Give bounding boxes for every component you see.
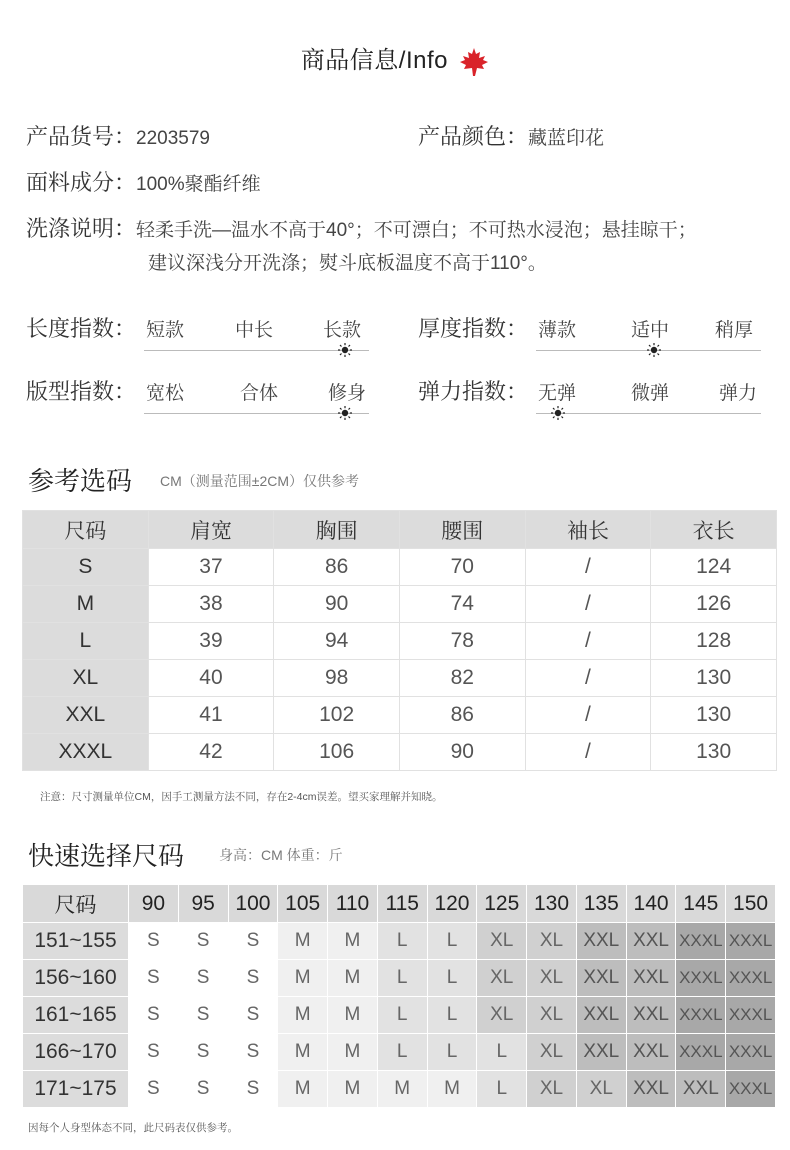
fabric-row (26, 166, 261, 197)
size-cell: M (278, 997, 328, 1034)
measurement-cell: 86 (274, 549, 400, 586)
weight-header-cell: 145 (676, 885, 726, 923)
size-cell: M (278, 923, 328, 960)
size-cell: L (377, 923, 427, 960)
fit-option-regular: 合体 (240, 383, 279, 404)
table-row (23, 623, 777, 660)
measurement-cell: / (525, 734, 651, 771)
size-label-cell: M (23, 586, 149, 623)
size-label-cell: XXL (23, 697, 149, 734)
size-cell: L (377, 997, 427, 1034)
measurement-cell: 130 (651, 660, 777, 697)
measurement-cell: 42 (148, 734, 274, 771)
size-cell: XXXL (726, 997, 776, 1034)
measurement-cell: 78 (399, 623, 525, 660)
measurement-cell: / (525, 697, 651, 734)
size-cell: XXL (576, 997, 626, 1034)
size-cell: XXL (626, 923, 676, 960)
size-cell: S (129, 1071, 179, 1108)
size-cell: XL (527, 923, 577, 960)
ref-col-size: 尺码 (23, 511, 149, 549)
size-cell: XXXL (726, 923, 776, 960)
wash-label: 洗涤说明： (26, 216, 137, 241)
size-cell: S (178, 923, 228, 960)
reference-size-table (22, 510, 777, 771)
fit-option-slim: 修身 (328, 383, 367, 404)
size-cell: S (228, 923, 278, 960)
weight-header-cell: 95 (178, 885, 228, 923)
thickness-index-label: 厚度指数： (418, 316, 529, 341)
table-row (23, 1071, 776, 1108)
size-cell: S (178, 1034, 228, 1071)
measurement-cell: 98 (274, 660, 400, 697)
item-number-label: 产品货号： (26, 124, 137, 149)
thickness-option-medium: 适中 (631, 320, 670, 341)
height-range-cell: 166~170 (23, 1034, 129, 1071)
table-row (23, 549, 777, 586)
item-number-value: 2203579 (136, 128, 210, 149)
elasticity-index (418, 375, 763, 415)
fit-index-label: 版型指数： (26, 379, 137, 404)
quick-subtitle: 身高：CM 体重：斤 (219, 847, 343, 863)
ref-col-chest: 胸围 (274, 511, 400, 549)
size-cell: M (328, 1034, 378, 1071)
table-row (23, 960, 776, 997)
table-row (23, 1034, 776, 1071)
size-label-cell: S (23, 549, 149, 586)
size-cell: L (377, 960, 427, 997)
size-cell: S (178, 997, 228, 1034)
wash-line-2: 建议深浅分开洗涤；熨斗底板温度不高于110°。 (148, 253, 547, 274)
maple-leaf-icon (459, 47, 489, 77)
color-label: 产品颜色： (418, 124, 529, 149)
reference-title: 参考选码 (28, 466, 133, 496)
size-cell: S (228, 960, 278, 997)
weight-header-cell: 135 (576, 885, 626, 923)
size-cell: L (477, 1071, 527, 1108)
thickness-option-thick: 稍厚 (715, 320, 754, 341)
height-range-cell: 156~160 (23, 960, 129, 997)
size-cell: S (228, 1034, 278, 1071)
size-cell: XXL (626, 960, 676, 997)
color-row (418, 120, 604, 151)
weight-header-cell: 100 (228, 885, 278, 923)
weight-header-cell: 115 (377, 885, 427, 923)
size-cell: M (328, 923, 378, 960)
table-row (23, 923, 776, 960)
weight-header-cell: 130 (527, 885, 577, 923)
weight-header-cell: 150 (726, 885, 776, 923)
elasticity-index-label: 弹力指数： (418, 379, 529, 404)
ref-col-length: 衣长 (651, 511, 777, 549)
size-label-cell: XL (23, 660, 149, 697)
size-cell: S (178, 960, 228, 997)
size-cell: L (427, 960, 477, 997)
weight-header-cell: 105 (278, 885, 328, 923)
fit-scale-line (144, 413, 369, 414)
measurement-cell: 86 (399, 697, 525, 734)
measurement-cell: 82 (399, 660, 525, 697)
size-cell: XXXL (676, 997, 726, 1034)
size-cell: XL (576, 1071, 626, 1108)
table-row (23, 697, 777, 734)
measurement-cell: / (525, 586, 651, 623)
size-cell: S (129, 923, 179, 960)
measurement-cell: 90 (399, 734, 525, 771)
size-cell: L (427, 997, 477, 1034)
measurement-cell: 124 (651, 549, 777, 586)
size-cell: XL (527, 1071, 577, 1108)
fit-index (26, 375, 371, 415)
size-cell: XXXL (676, 923, 726, 960)
weight-header-cell: 110 (328, 885, 378, 923)
weight-header-cell: 120 (427, 885, 477, 923)
size-cell: S (228, 1071, 278, 1108)
fit-option-loose: 宽松 (146, 383, 185, 404)
measurement-cell: 40 (148, 660, 274, 697)
size-cell: XL (527, 1034, 577, 1071)
size-cell: XXXL (726, 1034, 776, 1071)
measurement-cell: 102 (274, 697, 400, 734)
wash-line-1: 轻柔手洗—温水不高于40°；不可漂白；不可热水浸泡；悬挂晾干； (136, 220, 697, 241)
size-cell: XXL (576, 960, 626, 997)
elasticity-option-none: 无弹 (538, 383, 577, 404)
measurement-cell: 41 (148, 697, 274, 734)
size-cell: M (278, 1034, 328, 1071)
size-cell: M (328, 960, 378, 997)
ref-col-sleeve: 袖长 (525, 511, 651, 549)
fit-indicator-sun-icon (338, 406, 352, 420)
size-cell: XXL (576, 1034, 626, 1071)
length-index-label: 长度指数： (26, 316, 137, 341)
item-number-row (26, 120, 210, 151)
size-cell: M (278, 960, 328, 997)
table-row (23, 586, 777, 623)
size-cell: S (129, 960, 179, 997)
height-range-cell: 151~155 (23, 923, 129, 960)
table-row (23, 660, 777, 697)
page-title-text: 商品信息/Info (300, 47, 449, 74)
quick-title: 快速选择尺码 (28, 841, 185, 871)
elasticity-option-slight: 微弹 (631, 383, 670, 404)
size-cell: S (129, 1034, 179, 1071)
measurement-cell: 130 (651, 697, 777, 734)
size-cell: XXL (626, 997, 676, 1034)
length-option-long: 长款 (323, 320, 362, 341)
fabric-value: 100%聚酯纤维 (136, 174, 261, 195)
reference-note: 注意：尺寸测量单位CM，因手工测量方法不同，存在2-4cm误差。望买家理解并知晓。 (40, 791, 443, 803)
length-option-short: 短款 (146, 320, 185, 341)
elasticity-indicator-sun-icon (551, 406, 565, 420)
size-cell: XXXL (726, 1071, 776, 1108)
size-cell: XXL (626, 1071, 676, 1108)
table-row (23, 997, 776, 1034)
reference-subtitle: CM（测量范围±2CM）仅供参考 (160, 473, 360, 489)
size-label-cell: XXXL (23, 734, 149, 771)
weight-header-cell: 125 (477, 885, 527, 923)
measurement-cell: 39 (148, 623, 274, 660)
wash-row (26, 212, 697, 243)
measurement-cell: 126 (651, 586, 777, 623)
quick-header-row (23, 885, 776, 923)
size-cell: M (328, 997, 378, 1034)
ref-col-shoulder: 肩宽 (148, 511, 274, 549)
weight-header-cell: 90 (129, 885, 179, 923)
page-title (0, 40, 790, 77)
size-cell: M (427, 1071, 477, 1108)
measurement-cell: 37 (148, 549, 274, 586)
measurement-cell: / (525, 623, 651, 660)
size-cell: XXL (676, 1071, 726, 1108)
length-index (26, 312, 371, 352)
length-indicator-sun-icon (338, 343, 352, 357)
weight-header-cell: 140 (626, 885, 676, 923)
size-cell: XXXL (726, 960, 776, 997)
reference-header-row (23, 511, 777, 549)
measurement-cell: 130 (651, 734, 777, 771)
size-cell: XXL (626, 1034, 676, 1071)
measurement-cell: 128 (651, 623, 777, 660)
size-cell: XL (477, 923, 527, 960)
size-cell: XXL (576, 923, 626, 960)
size-cell: L (427, 1034, 477, 1071)
size-cell: M (278, 1071, 328, 1108)
elasticity-scale-line (536, 413, 761, 414)
size-cell: S (228, 997, 278, 1034)
measurement-cell: 90 (274, 586, 400, 623)
height-range-cell: 171~175 (23, 1071, 129, 1108)
size-cell: XXXL (676, 1034, 726, 1071)
height-range-cell: 161~165 (23, 997, 129, 1034)
size-cell: L (477, 1034, 527, 1071)
measurement-cell: / (525, 549, 651, 586)
measurement-cell: 70 (399, 549, 525, 586)
measurement-cell: 94 (274, 623, 400, 660)
measurement-cell: 74 (399, 586, 525, 623)
size-cell: M (377, 1071, 427, 1108)
elasticity-option-stretch: 弹力 (719, 383, 758, 404)
thickness-option-thin: 薄款 (538, 320, 577, 341)
size-cell: L (377, 1034, 427, 1071)
size-cell: L (427, 923, 477, 960)
length-option-mid: 中长 (235, 320, 274, 341)
size-label-cell: L (23, 623, 149, 660)
quick-note: 因每个人身型体态不同，此尺码表仅供参考。 (28, 1122, 238, 1134)
quick-size-table (22, 884, 776, 1108)
thickness-index (418, 312, 763, 352)
measurement-cell: / (525, 660, 651, 697)
table-row (23, 734, 777, 771)
size-cell: XXXL (676, 960, 726, 997)
size-cell: M (328, 1071, 378, 1108)
color-value: 藏蓝印花 (528, 128, 605, 149)
quick-col-size: 尺码 (23, 885, 129, 923)
size-cell: XL (527, 997, 577, 1034)
measurement-cell: 106 (274, 734, 400, 771)
size-cell: S (178, 1071, 228, 1108)
size-cell: XL (477, 997, 527, 1034)
fabric-label: 面料成分： (26, 170, 137, 195)
measurement-cell: 38 (148, 586, 274, 623)
thickness-indicator-sun-icon (647, 343, 661, 357)
size-cell: XL (477, 960, 527, 997)
length-scale-line (144, 350, 369, 351)
size-cell: S (129, 997, 179, 1034)
ref-col-waist: 腰围 (399, 511, 525, 549)
size-cell: XL (527, 960, 577, 997)
